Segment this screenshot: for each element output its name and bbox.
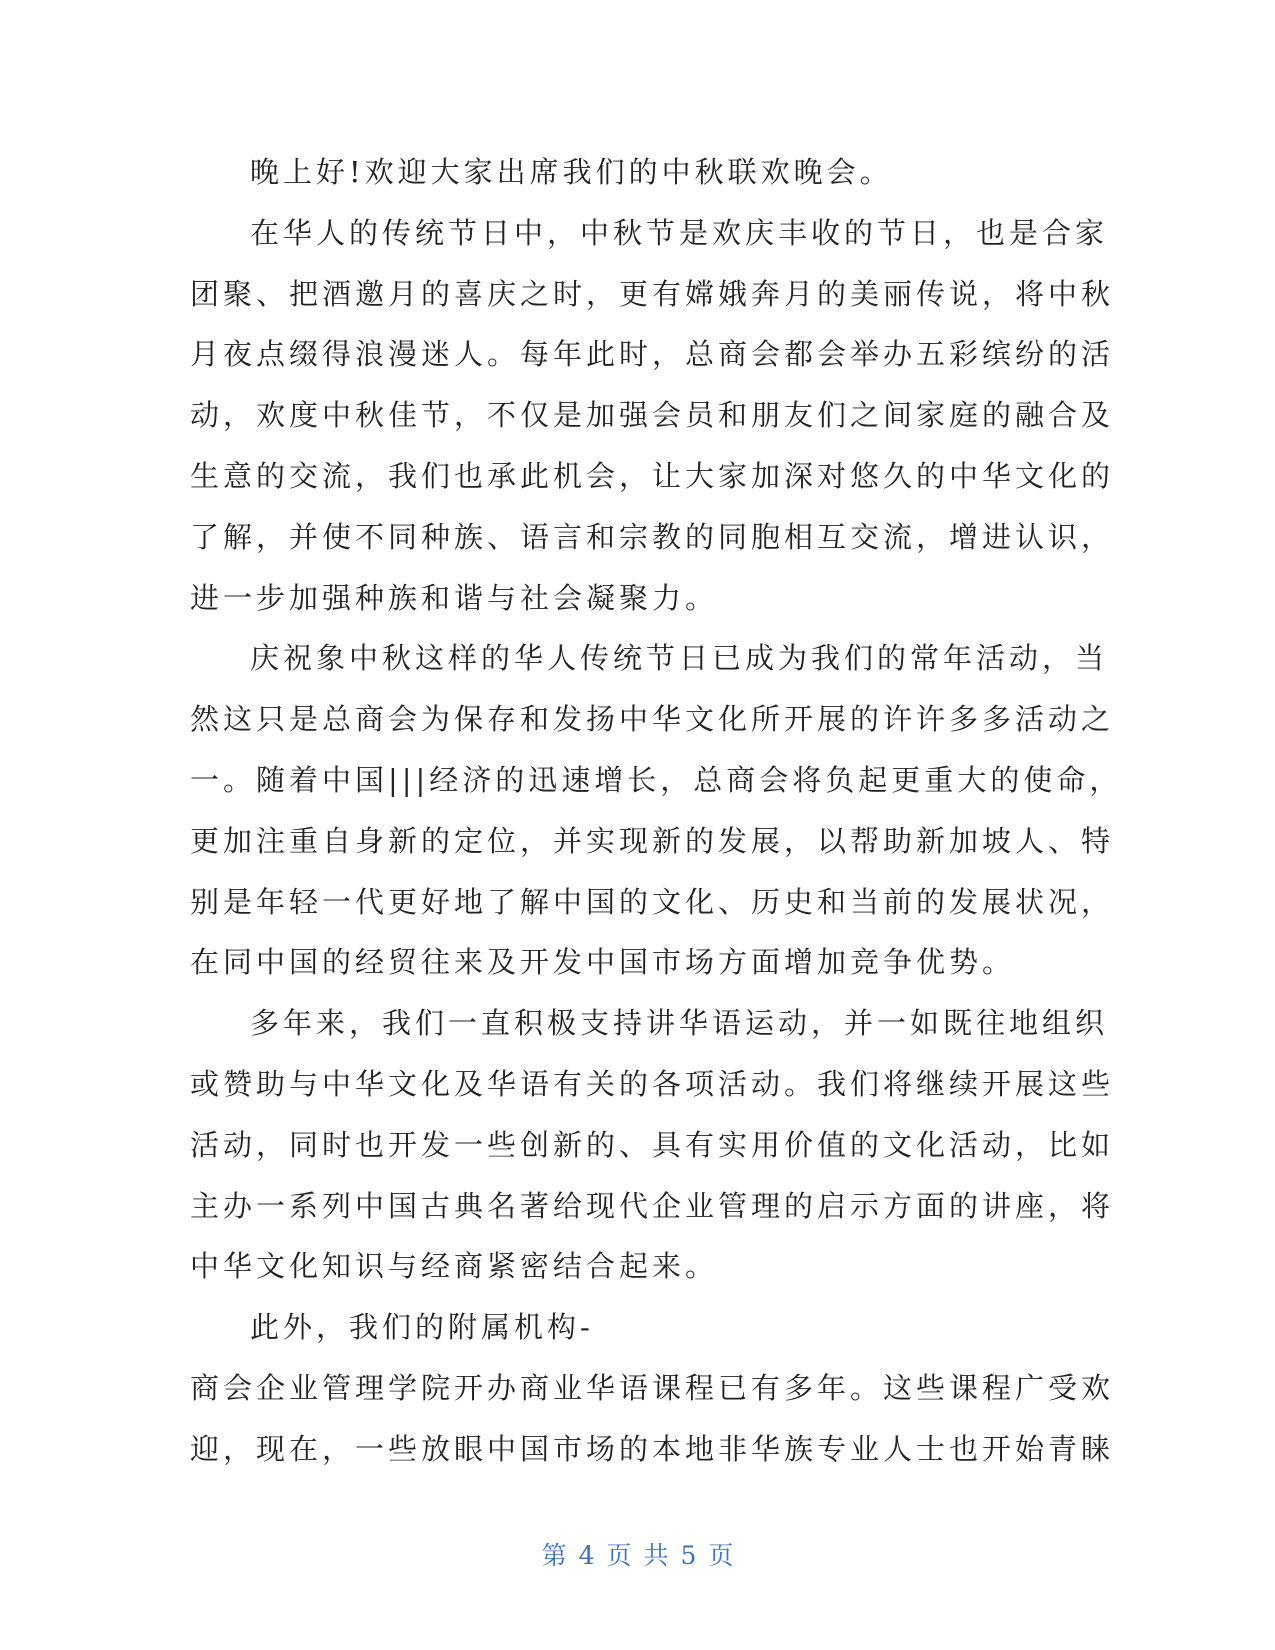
text-line: 月夜点缀得浪漫迷人。每年此时，总商会都会举办五彩缤纷的活 (190, 337, 1115, 372)
footer-suffix: 页 (708, 1541, 734, 1570)
text-line: 了解，并使不同种族、语言和宗教的同胞相互交流，增进认识， (190, 519, 1115, 554)
text-line: 更加注重自身新的定位，并实现新的发展，以帮助新加坡人、特 (190, 823, 1115, 858)
text-line: 团聚、把酒邀月的喜庆之时，更有嫦娥奔月的美丽传说，将中秋 (190, 276, 1115, 311)
text-line: 多年来，我们一直积极支持讲华语运动，并一如既往地组织 (250, 1006, 1109, 1041)
text-line: 此外，我们的附属机构- (250, 1310, 594, 1345)
text-line: 或赞助与中华文化及华语有关的各项活动。我们将继续开展这些 (190, 1066, 1115, 1101)
text-line: 商会企业管理学院开办商业华语课程已有多年。这些课程广受欢 (190, 1370, 1115, 1405)
text-line: 晚上好!欢迎大家出席我们的中秋联欢晚会。 (250, 155, 893, 189)
text-line: 活动，同时也开发一些创新的、具有实用价值的文化活动，比如 (190, 1127, 1115, 1162)
text-line: 别是年轻一代更好地了解中国的文化、历史和当前的发展状况， (190, 884, 1115, 919)
text-line: 中华文化知识与经商紧密结合起来。 (190, 1249, 719, 1284)
text-line: 在华人的传统节日中，中秋节是欢庆丰收的节日，也是合家 (250, 215, 1109, 250)
text-line: 主办一系列中国古典名著给现代企业管理的启示方面的讲座，将 (190, 1188, 1115, 1223)
footer-current-page: 4 (578, 1541, 595, 1570)
text-line: 然这只是总商会为保存和发扬中华文化所开展的许许多多活动之 (190, 702, 1115, 737)
text-line: 动，欢度中秋佳节，不仅是加强会员和朋友们之间家庭的融合及 (190, 398, 1115, 433)
footer-page-word: 页 (606, 1541, 632, 1570)
text-line: 迎，现在，一些放眼中国市场的本地非华族专业人士也开始青睐 (190, 1431, 1115, 1466)
document-body (190, 142, 1123, 1480)
footer-total-word: 共 (643, 1541, 669, 1570)
text-line: 在同中国的经贸往来及开发中国市场方面增加竞争优势。 (190, 945, 1016, 980)
text-line: 庆祝象中秋这样的华人传统节日已成为我们的常年活动，当 (250, 641, 1109, 676)
page-footer (0, 1536, 1275, 1576)
text-line: 进一步加强种族和谐与社会凝聚力。 (190, 580, 719, 615)
footer-prefix: 第 (541, 1541, 567, 1570)
text-line: 一。随着中国|||经济的迅速增长，总商会将负起更重大的使命， (190, 762, 1123, 797)
text-line: 生意的交流，我们也承此机会，让大家加深对悠久的中华文化的 (190, 458, 1115, 493)
footer-total-pages: 5 (680, 1541, 697, 1570)
